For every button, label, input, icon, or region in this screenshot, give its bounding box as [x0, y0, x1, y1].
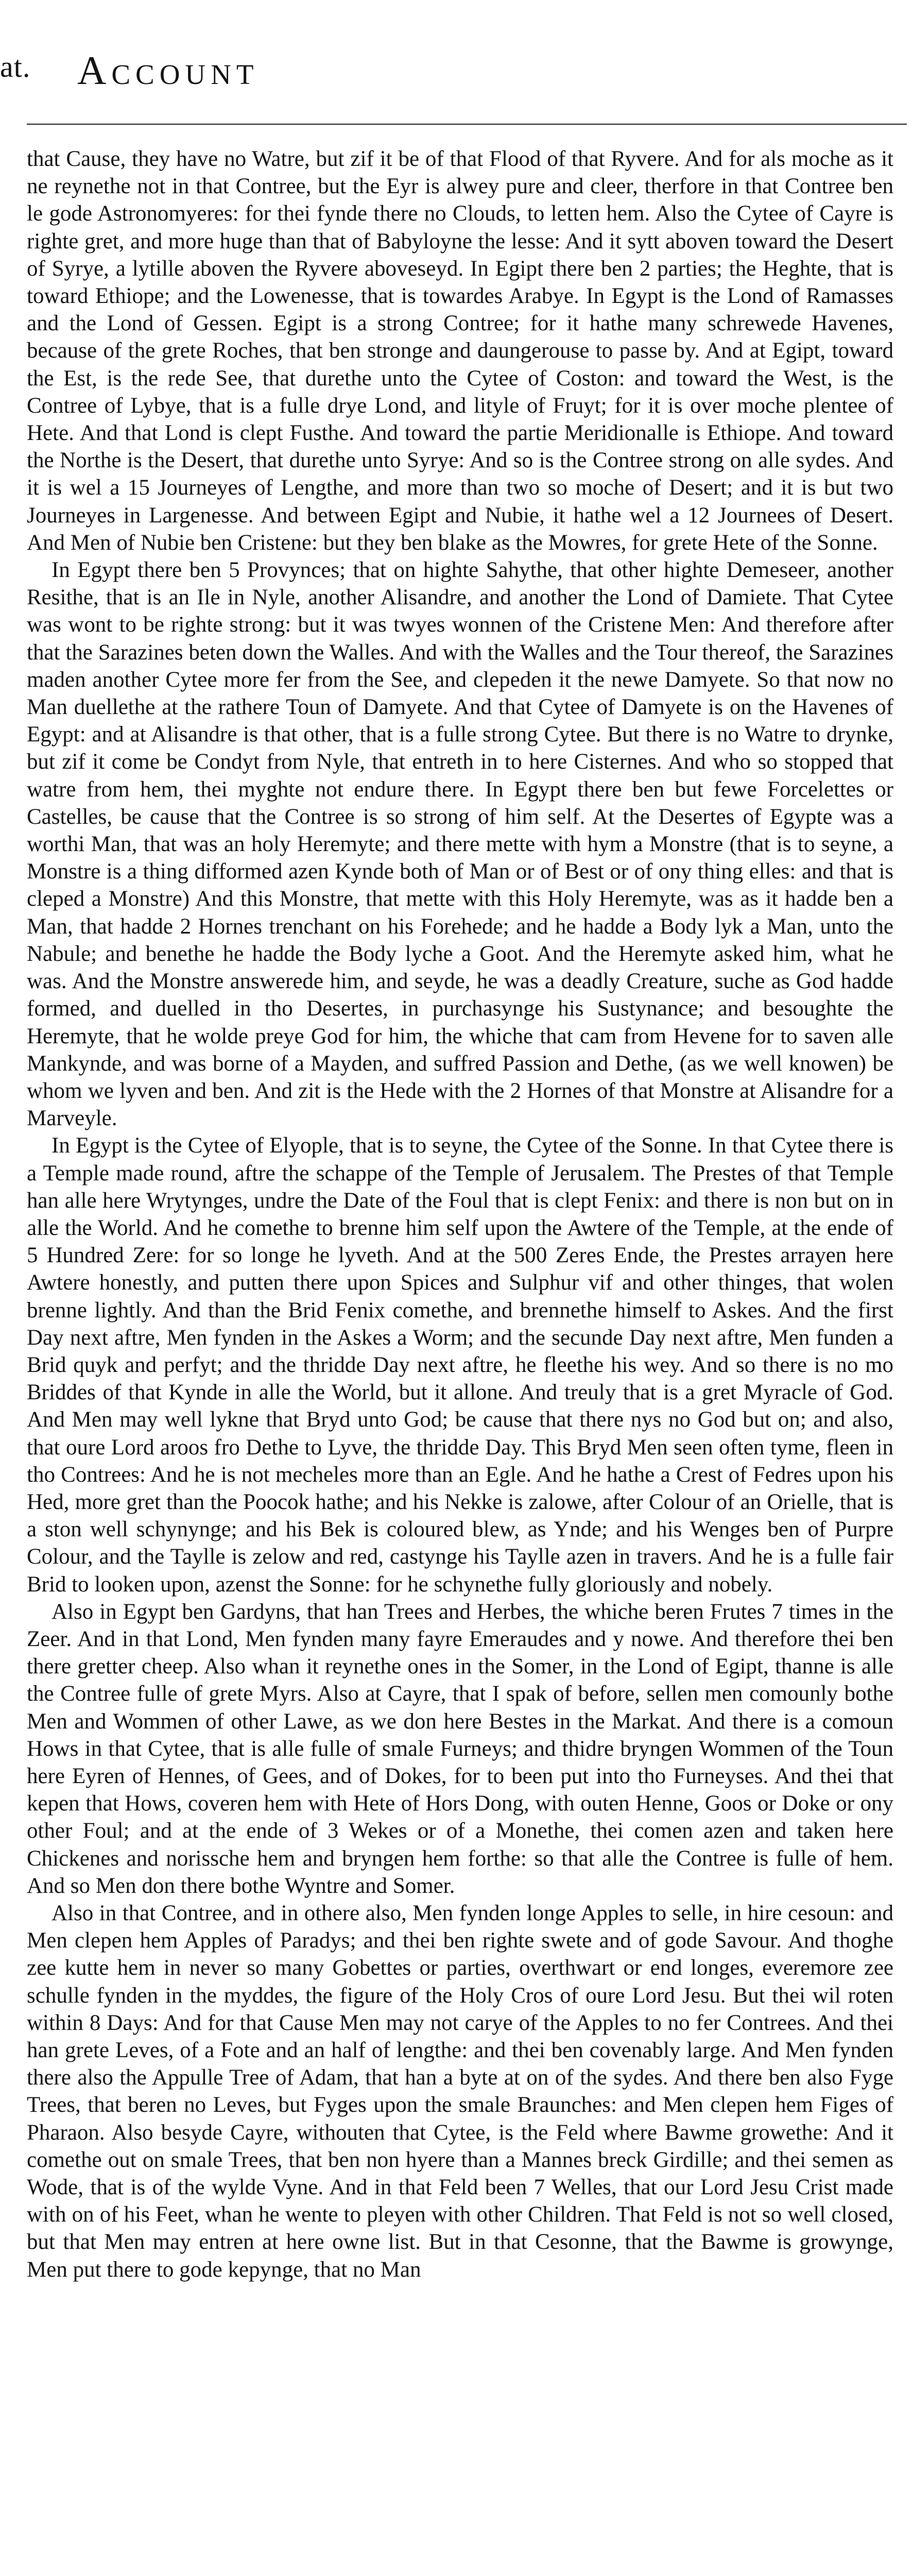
page-number: at.: [0, 50, 31, 83]
header-rule: [27, 124, 907, 125]
paragraph-1: that Cause, they have no Watre, but zif it be of that Flood of that Ryvere. And for als moche as it ne reynethe not in that Contree, but the Eyr is alwey pure and cleer, therfore in that Contree ben le gode Astronomyeres: for thei fynde there no Clouds, to letten hem. Also the Cytee of Cayre is righte gret, and more huge than that of Babyloyne the lesse: And it sytt aboven toward the Desert of Syrye, a lytille aboven the Ryvere aboveseyd. In Egipt there ben 2 parties; the Heghte, that is toward Ethiope; and the Lowenesse, that is towardes Arabye. In Egypt is the Lond of Ramasses and the Lond of Gessen. Egipt is a strong Contree; for it hathe many schrewede Havenes, because of the grete Roches, that ben stronge and daungerouse to passe by. And at Egipt, toward the Est, is the rede See, that durethe unto the Cytee of Coston: and toward the West, is the Contree of Lybye, that is a fulle drye Lond, and lityle of Fruyt; for it is over moche plentee of Hete. And that Lond is clept Fusthe. And toward the partie Meridionalle is Ethiope. And toward the Northe is the Desert, that durethe unto Syrye: And so is the Contree strong on alle sydes. And it is wel a 15 Journeyes of Lengthe, and more than two so moche of Desert; and it is but two Journeyes in Largenesse. And between Egipt and Nubie, it hathe wel a 12 Journees of Desert. And Men of Nubie ben Cristene: but they ben blake as the Mowres, for grete Hete of the Sonne.: [27, 147, 893, 555]
paragraph-5: Also in that Contree, and in othere also, Men fynden longe Apples to selle, in hire cesoun: and Men clepen hem Apples of Paradys; and thei ben righte swete and of gode Savour. And thoghe zee kutte hem in never so many Gobettes or parties, overthwart or end longes, everemore zee schulle fynden in the myddes, the figure of the Holy Cros of oure Lord Jesu. But thei wil roten within 8 Days: And for that Cause Men may not carye of the Apples to no fer Contrees. And thei han grete Leves, of a Fote and an half of lengthe: and thei ben covenably large. And Men fynden there also the Appulle Tree of Adam, that han a byte at on of the sydes. And there ben also Fyge Trees, that beren no Leves, but Fyges upon the smale Braunches: and Men clepen hem Figes of Pharaon. Also besyde Cayre, withouten that Cytee, is the Feld where Bawme growethe: And it comethe out on smale Trees, that ben non hyere than a Mannes breck Girdille; and thei semen as Wode, that is of the wylde Vyne. And in that Feld been 7 Welles, that our Lord Jesu Crist made with on of his Feet, whan he wente to pleyen with other Children. That Feld is not so well closed, but that Men may entren at here owne list. But in that Cesonne, that the Bawme is growynge, Men put there to gode kepynge, that no Man: [27, 1901, 893, 2282]
running-title: Account: [77, 48, 259, 93]
paragraph-4: Also in Egypt ben Gardyns, that han Trees and Herbes, the whiche beren Frutes 7 times in the Zeer. And in that Lond, Men fynden many fayre Emeraudes and y nowe. And therefore thei ben there gretter cheep. Also whan it reynethe ones in the Somer, in the Lond of Egipt, thanne is alle the Contree fulle of grete Myrs. Also at Cayre, that I spak of before, sellen men comounly bothe Men and Wommen of other Lawe, as we don here Bestes in the Markat. And there is a comoun Hows in that Cytee, that is alle fulle of smale Furneys; and thidre bryngen Wommen of the Toun here Eyren of Hennes, of Gees, and of Dokes, for to been put into tho Furneyses. And thei that kepen that Hows, coveren hem with Hete of Hors Dong, with outen Henne, Goos or Doke or ony other Foul; and at the ende of 3 Wekes or of a Monethe, thei comen azen and taken here Chickenes and norissche hem and bryngen hem forthe: so that alle the Contree is fulle of hem. And so Men don there bothe Wyntre and Somer.: [27, 1599, 893, 1898]
page-header: [0, 0, 912, 134]
paragraph-3: In Egypt is the Cytee of Elyople, that is to seyne, the Cytee of the Sonne. In that Cytee there is a Temple made round, aftre the schappe of the Temple of Jerusalem. The Prestes of that Temple han alle here Wrytynges, undre the Date of the Foul that is clept Fenix: and there is non but on in alle the World. And he comethe to brenne him self upon the Awtere of the Temple, at the ende of 5 Hundred Zere: for so longe he lyveth. And at the 500 Zeres Ende, the Prestes arrayen here Awtere honestly, and putten there upon Spices and Sulphur vif and other thinges, that wolen brenne lightly. And than the Brid Fenix comethe, and brennethe himself to Askes. And the first Day next aftre, Men fynden in the Askes a Worm; and the secunde Day next aftre, Men funden a Brid quyk and perfyt; and the thridde Day next aftre, he fleethe his wey. And so there is no mo Briddes of that Kynde in alle the World, but it allone. And treuly that is a gret Myracle of God. And Men may well lykne that Bryd unto God; be cause that there nys no God but on; and also, that oure Lord aroos fro Dethe to Lyve, the thridde Day. This Bryd Men seen often tyme, fleen in tho Contrees: And he is not mecheles more than an Egle. And he hathe a Crest of Fedres upon his Hed, more gret than the Poocok hathe; and his Nekke is zalowe, after Colour of an Orielle, that is a ston well schynynge; and his Bek is coloured blew, as Ynde; and his Wenges ben of Purpre Colour, and the Taylle is zelow and red, castynge his Taylle azen in travers. And he is a fulle fair Brid to looken upon, azenst the Sonne: for he schynethe fully gloriously and nobely.: [27, 1133, 893, 1597]
body-text: [27, 145, 893, 2283]
paragraph-2: In Egypt there ben 5 Provynces; that on highte Sahythe, that other highte Demeseer, another Resithe, that is an Ile in Nyle, another Alisandre, and another the Lond of Damiete. That Cytee was wont to be righte strong: but it was twyes wonnen of the Cristene Men: And therefore after that the Sarazines beten down the Walles. And with the Walles and the Tour thereof, the Sarazines maden another Cytee more fer from the See, and clepeden it the newe Damyete. So that now no Man duellethe at the rathere Toun of Damyete. And that Cytee of Damyete is on the Havenes of Egypt: and at Alisandre is that other, that is a fulle strong Cytee. But there is no Watre to drynke, but zif it come be Condyt from Nyle, that entreth in to here Cisternes. And who so stopped that watre from hem, thei myghte not endure there. In Egypt there ben but fewe Forcelettes or Castelles, be cause that the Contree is so strong of him self. At the Desertes of Egypte was a worthi Man, that was an holy Heremyte; and there mette with hym a Monstre (that is to seyne, a Monstre is a thing difformed azen Kynde both of Man or of Best or of ony thing elles: and that is cleped a Monstre) And this Monstre, that mette with this Holy Heremyte, was as it hadde ben a Man, that hadde 2 Hornes trenchant on his Forehede; and he hadde a Body lyk a Man, unto the Nabule; and benethe he hadde the Body lyche a Goot. And the Heremyte asked him, what he was. And the Monstre answerede him, and seyde, he was a deadly Creature, suche as God hadde formed, and duelled in tho Desertes, in purchasynge his Sustynance; and besoughte the Heremyte, that he wolde preye God for him, the whiche that cam from Hevene for to saven alle Mankynde, and was borne of a Mayden, and suffred Passion and Dethe, (as we well knowen) be whom we lyven and ben. And zit is the Hede with the 2 Hornes of that Monstre at Alisandre for a Marveyle.: [27, 558, 893, 1131]
